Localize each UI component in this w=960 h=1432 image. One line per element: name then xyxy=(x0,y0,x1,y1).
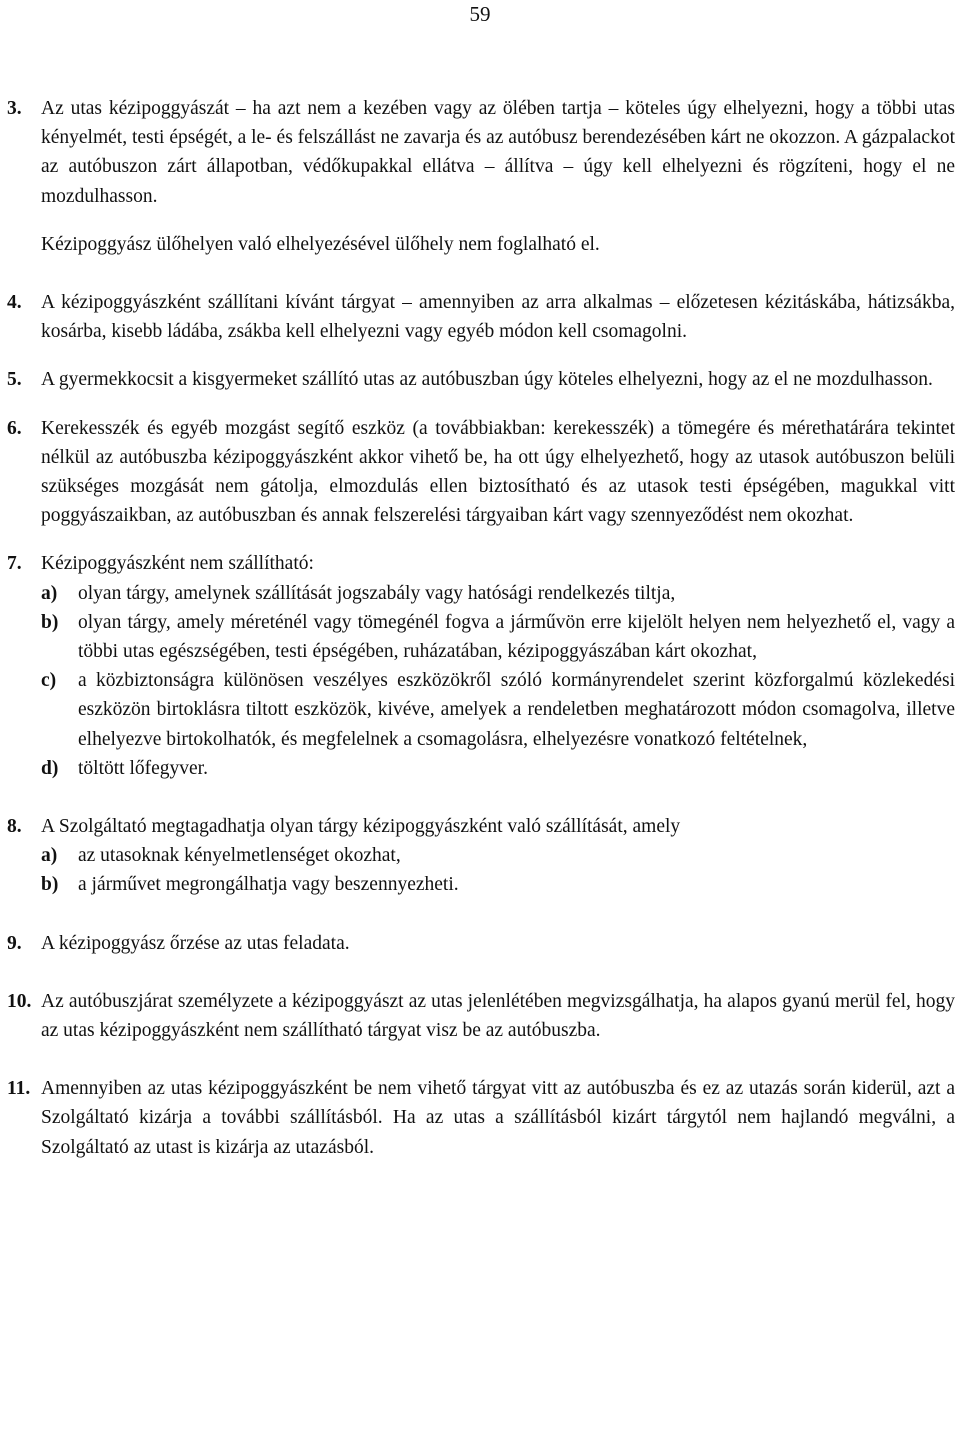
paragraph-body xyxy=(41,812,955,900)
list-item-letter: b) xyxy=(41,874,59,896)
list-item-letter: a) xyxy=(41,845,58,867)
list-item xyxy=(41,579,955,608)
list-item-text: a járművet megrongálhatja vagy beszennyezheti. xyxy=(78,874,459,896)
paragraph-number: 5. xyxy=(7,369,22,391)
paragraph-7 xyxy=(7,549,955,783)
paragraph-4 xyxy=(7,288,955,346)
list-item xyxy=(41,608,955,666)
paragraph-text: Kézipoggyászként nem szállítható: xyxy=(41,553,314,575)
document-body xyxy=(7,94,955,1162)
paragraph-text: A Szolgáltató megtagadhatja olyan tárgy kézipoggyászként való szállítását, amely xyxy=(41,816,681,838)
list-item xyxy=(41,666,955,754)
list-item xyxy=(41,841,955,870)
paragraph-text: Az utas kézipoggyászát – ha azt nem a kezében vagy az ölében tartja – köteles úgy elhelyezni, hogy a többi utas kényelmét, testi épségét, a le- és felszállást ne zavarja és az autóbusz berendezésében kárt ne okozzon. A gázpalackot az autóbuszon zárt állapotban, védőkupakkal ellátva – állítva – úgy kell elhelyezni és rögzíteni, hogy el ne mozdulhasson. xyxy=(41,98,955,207)
paragraph-5 xyxy=(7,365,955,394)
paragraph-3-continuation: Kézipoggyász ülőhelyen való elhelyezésével ülőhely nem foglalható el. xyxy=(41,233,600,255)
paragraph-9 xyxy=(7,929,955,958)
paragraph-text: A gyermekkocsit a kisgyermeket szállító utas az autóbuszban úgy köteles elhelyezni, hogy az el ne mozdulhasson. xyxy=(41,369,933,391)
paragraph-number: 10. xyxy=(7,990,32,1012)
list-item-text: a közbiztonságra különösen veszélyes eszközökről szóló kormányrendelet szerint közforgalmú közlekedési eszközön birtoklásra tiltott eszközök, kivéve, amelyek a rendeletben meghatározott módon csomagolva, illetve elhelyezve birtokolhatók, és megfelelnek a csomagolásra, elhelyezésre vonatkozó feltételnek, xyxy=(78,670,955,750)
list-item-letter: d) xyxy=(41,757,59,779)
paragraph-3 xyxy=(7,94,955,211)
paragraph-11 xyxy=(7,1074,955,1162)
list-item-letter: c) xyxy=(41,670,57,692)
paragraph-text: Kerekesszék és egyéb mozgást segítő eszköz (a továbbiakban: kerekesszék) a tömegére és mérethatárára tekintet nélkül az autóbuszba kézipoggyászként akkor vihető be, ha ott úgy elhelyezhető, hogy az utasok autóbuszon belüli szükséges mozgását nem gátolja, elmozdulás ellen biztosítható és az utasok testi épségében, magukkal vitt poggyászaikban, az autóbuszban és annak felszerelési tárgyaiban kárt vagy szennyeződést nem okozhat. xyxy=(41,417,955,527)
paragraph-number: 6. xyxy=(7,417,22,439)
paragraph-text: A kézipoggyász őrzése az utas feladata. xyxy=(41,932,350,954)
paragraph-number: 7. xyxy=(7,553,22,575)
list-item-text: az utasoknak kényelmetlenséget okozhat, xyxy=(78,845,401,867)
paragraph-10 xyxy=(7,987,955,1045)
paragraph-number: 9. xyxy=(7,932,22,954)
list-item-letter: b) xyxy=(41,611,59,633)
page-number: 59 xyxy=(469,2,491,26)
list-item-text: olyan tárgy, amelynek szállítását jogszabály vagy hatósági rendelkezés tiltja, xyxy=(78,582,676,604)
paragraph-number: 11. xyxy=(7,1078,31,1100)
list-item-letter: a) xyxy=(41,582,58,604)
list-item-text: töltött lőfegyver. xyxy=(78,757,208,779)
paragraph-text: Az autóbuszjárat személyzete a kézipoggyászt az utas jelenlétében megvizsgálhatja, ha alapos gyanú merül fel, hogy az utas kézipoggyászként nem szállítható tárgyat visz be az autóbuszba. xyxy=(41,990,955,1042)
paragraph-number: 3. xyxy=(7,98,22,119)
paragraph-8 xyxy=(7,812,955,900)
paragraph-6 xyxy=(7,414,955,531)
list-item xyxy=(41,870,955,899)
list-item xyxy=(41,754,955,783)
paragraph-text: Amennyiben az utas kézipoggyászként be nem vihető tárgyat vitt az autóbuszba és ez az utazás során kiderül, azt a Szolgáltató kizárja a további szállításból. Ha az utas a szállításból kizárt tárgytól nem hajlandó megválni, a Szolgáltató az utast is kizárja az utazásból. xyxy=(41,1078,955,1158)
list-item-text: olyan tárgy, amely méreténél vagy tömegénél fogva a járművön erre kijelölt helyen nem helyezhető el, vagy a többi utas egészségében, testi épségében, ruházatában, kézipoggyászában kárt okozhat, xyxy=(78,611,955,663)
paragraph-body xyxy=(41,549,955,783)
paragraph-number: 4. xyxy=(7,292,22,314)
paragraph-number: 8. xyxy=(7,816,22,838)
paragraph-text: A kézipoggyászként szállítani kívánt tárgyat – amennyiben az arra alkalmas – előzetesen kézitáskába, hátizsákba, kosárba, kisebb ládába, zsákba kell elhelyezni vagy egyéb módon kell csomagolni. xyxy=(41,292,955,343)
